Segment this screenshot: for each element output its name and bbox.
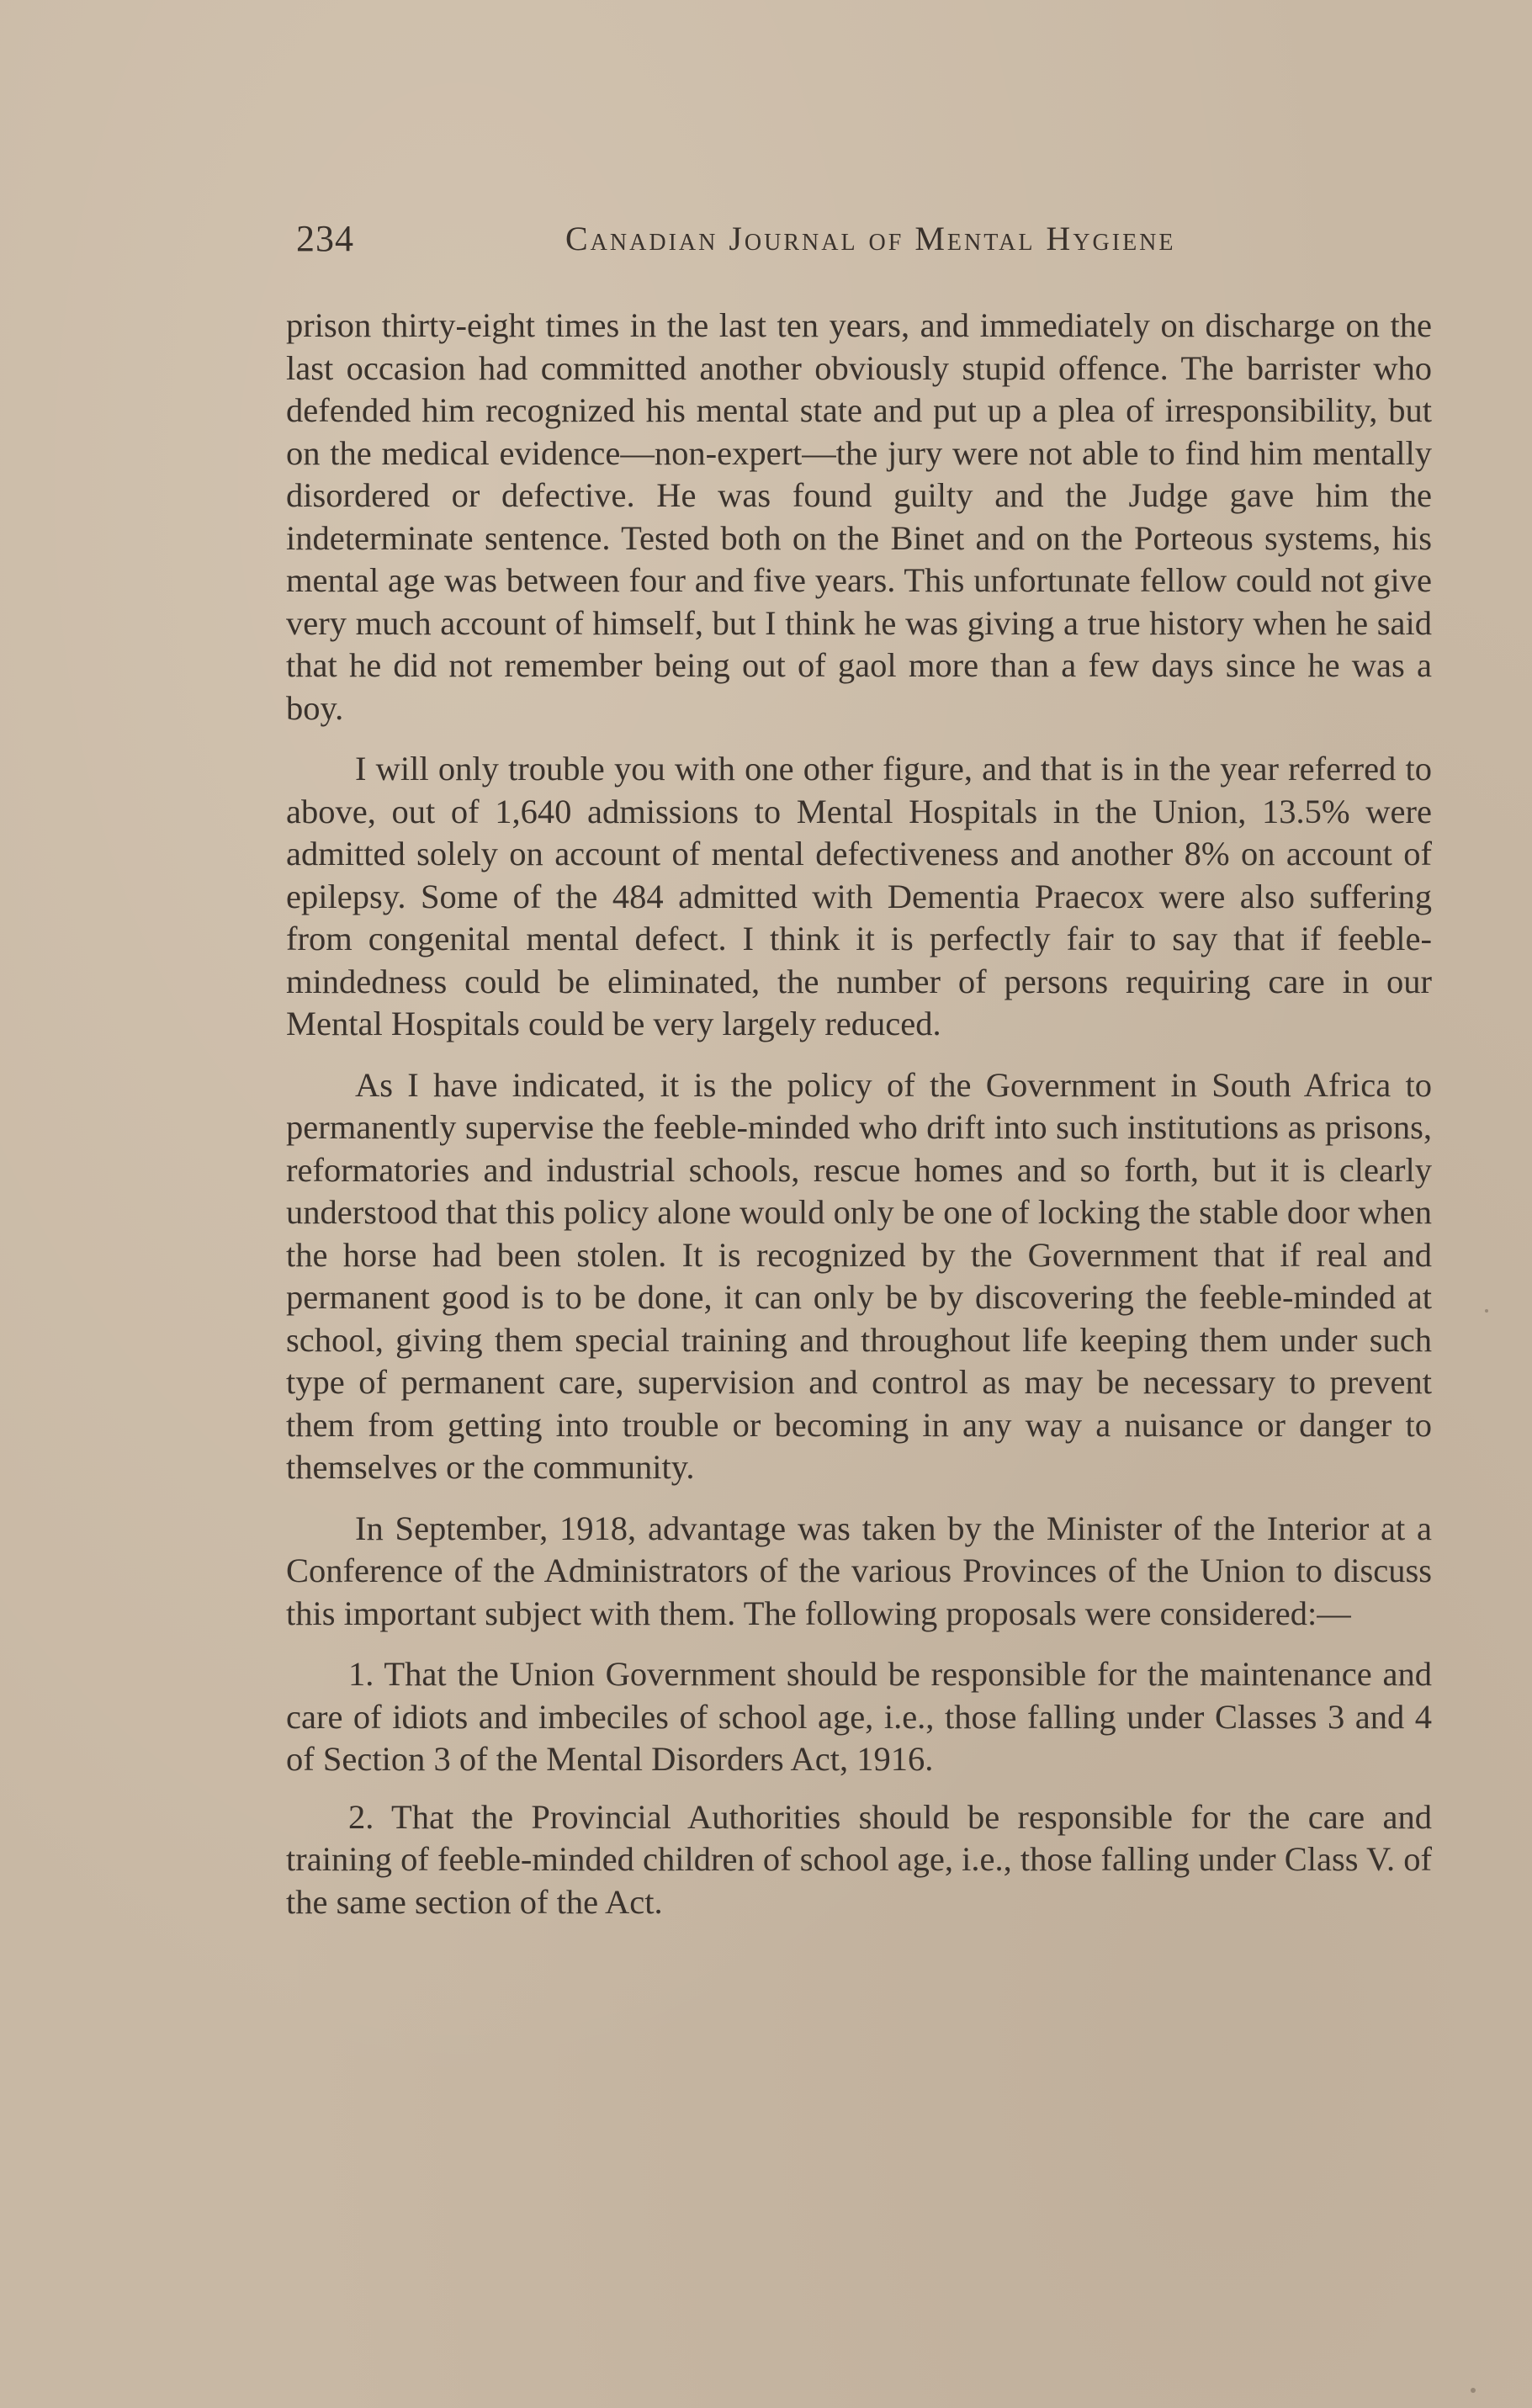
- paragraph-continued: prison thirty-eight times in the last ten years, and immediately on discharge on the last occasion had committed another obviously stupid offence. The barrister who defended him recognized his mental state and put up a plea of irresponsibility, but on the medical evidence—non-expert—the jury were not able to find him mentally disordered or defective. He was found guilty and the Judge gave him the indeterminate sentence. Tested both on the Binet and on the Porteous systems, his mental age was between four and five years. This unfortunate fellow could not give very much account of himself, but I think he was giving a true history when he said that he did not remember being out of gaol more than a few days since he was a boy.: [286, 306, 1432, 727]
- journal-title: Canadian Journal of Mental Hygiene: [565, 220, 1176, 257]
- page-number: 234: [296, 218, 354, 259]
- running-head: [296, 217, 1264, 268]
- proposal-item: 2. That the Provincial Authorities should be responsible for the care and training of feeble-minded children of school age, i.e., those falling under Class V. of the same section of the Act.: [286, 1797, 1432, 1921]
- paper-speck: [1485, 1309, 1488, 1313]
- paragraph: In September, 1918, advantage was taken by the Minister of the Interior at a Conference of the Administrators of the various Provinces of the Union to discuss this important subject with them. The following proposals were considered:—: [286, 1509, 1432, 1632]
- paragraph: I will only trouble you with one other figure, and that is in the year referred to above, out of 1,640 admissions to Mental Hospitals in the Union, 13.5% were admitted solely on account of mental defectiveness and another 8% on account of epilepsy. Some of the 484 admitted with Dementia Praecox were also suffering from congenital mental defect. I think it is perfectly fair to say that if feeble-mindedness could be eliminated, the number of persons requiring care in our Mental Hospitals could be very largely reduced.: [286, 750, 1432, 1042]
- body-text: [286, 305, 1432, 1939]
- paragraph: As I have indicated, it is the policy of the Government in South Africa to permanently supervise the feeble-minded who drift into such institutions as prisons, reformatories and industrial schools, rescue homes and so forth, but it is clearly understood that this policy alone would only be one of locking the stable door when the horse had been stolen. It is recognized by the Government that if real and permanent good is to be done, it can only be by discovering the feeble-minded at school, giving them special training and throughout life keeping them under such type of permanent care, supervision and control as may be necessary to prevent them from getting into trouble or becoming in any way a nuisance or danger to themselves or the community.: [286, 1065, 1432, 1486]
- proposal-item: 1. That the Union Government should be responsible for the maintenance and care of idiots and imbeciles of school age, i.e., those falling under Classes 3 and 4 of Section 3 of the Mental Disorders Act, 1916.: [286, 1655, 1432, 1778]
- paper-speck: [1471, 2388, 1476, 2393]
